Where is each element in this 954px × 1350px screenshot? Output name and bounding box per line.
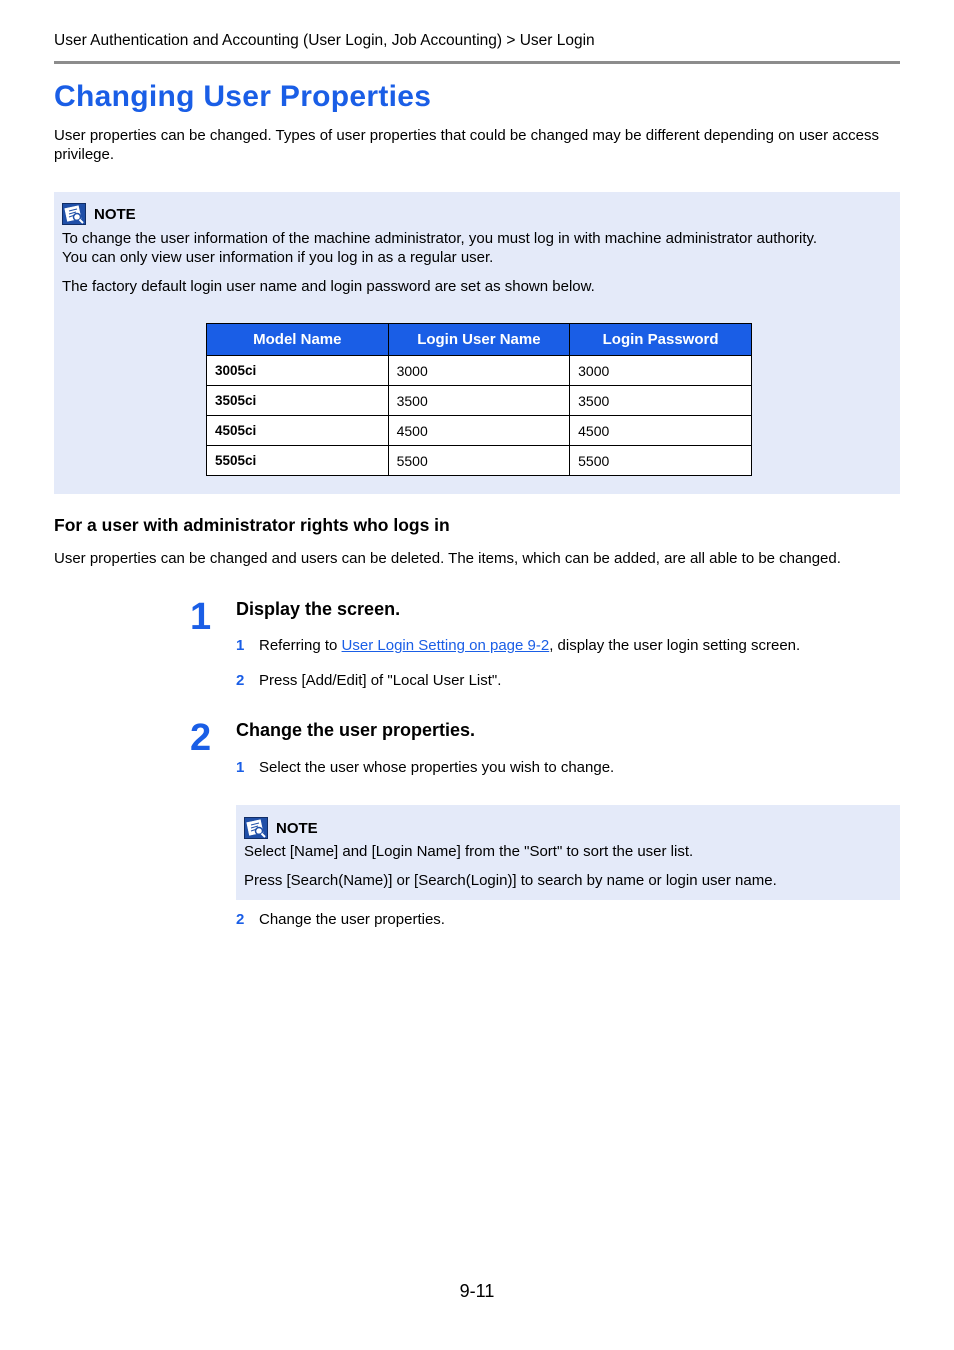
substep <box>236 911 445 928</box>
note-header <box>244 817 318 839</box>
note-text <box>244 842 894 890</box>
password-cell: 3500 <box>570 386 752 416</box>
substep-text: Select the user whose properties you wish to change. <box>259 759 615 776</box>
substep-text-suffix: , display the user login setting screen. <box>549 637 801 654</box>
substep <box>236 759 614 776</box>
substep-number: 2 <box>236 672 245 689</box>
substep-text: Change the user properties. <box>259 911 445 928</box>
note-text <box>62 229 892 296</box>
substep <box>236 672 501 689</box>
substep-text <box>259 637 800 654</box>
model-cell: 5505ci <box>207 446 389 476</box>
table-row <box>207 356 752 386</box>
note-icon <box>244 817 268 839</box>
note-line: You can only view user information if you log in as a regular user. <box>62 249 494 266</box>
password-cell: 3000 <box>570 356 752 386</box>
model-cell: 3505ci <box>207 386 389 416</box>
header-divider <box>54 61 900 64</box>
page-number: 9-11 <box>459 1281 495 1301</box>
default-login-table <box>206 323 752 476</box>
step-title: Change the user properties. <box>236 720 476 740</box>
step-number: 2 <box>190 717 212 759</box>
note-header <box>62 203 136 225</box>
user-name-cell: 5500 <box>388 446 570 476</box>
substep-text: Press [Add/Edit] of "Local User List". <box>259 672 502 689</box>
note-label: NOTE <box>276 819 318 837</box>
table-row <box>207 386 752 416</box>
section-heading: For a user with administrator rights who logs in <box>54 515 450 535</box>
substep <box>236 637 800 654</box>
model-cell: 4505ci <box>207 416 389 446</box>
step-title: Display the screen. <box>236 599 401 619</box>
substep-number: 1 <box>236 759 245 776</box>
note-line: Select [Name] and [Login Name] from the "Sort" to sort the user list. <box>244 843 694 860</box>
substep-number: 1 <box>236 637 245 654</box>
substep-text-prefix: Referring to <box>259 637 342 654</box>
intro-paragraph: User properties can be changed. Types of user properties that could be changed may be different depending on user access privilege. <box>54 127 879 163</box>
user-name-cell: 4500 <box>388 416 570 446</box>
note-line: Press [Search(Name)] or [Search(Login)] to search by name or login user name. <box>244 872 777 889</box>
password-cell: 5500 <box>570 446 752 476</box>
user-name-cell: 3500 <box>388 386 570 416</box>
page-title: Changing User Properties <box>54 80 432 113</box>
note-line: The factory default login user name and login password are set as shown below. <box>62 278 595 295</box>
column-header: Model Name <box>207 324 389 356</box>
column-header: Login Password <box>570 324 752 356</box>
breadcrumb: User Authentication and Accounting (User Login, Job Accounting) > User Login <box>54 32 595 49</box>
password-cell: 4500 <box>570 416 752 446</box>
step-number: 1 <box>190 596 212 638</box>
substep-number: 2 <box>236 911 245 928</box>
note-label: NOTE <box>94 205 136 223</box>
cross-reference-link[interactable]: User Login Setting on page 9-2 <box>341 637 550 654</box>
note-icon <box>62 203 86 225</box>
column-header: Login User Name <box>388 324 570 356</box>
user-name-cell: 3000 <box>388 356 570 386</box>
table-row <box>207 446 752 476</box>
table-row <box>207 416 752 446</box>
section-paragraph: User properties can be changed and users can be deleted. The items, which can be added, are all able to be changed. <box>54 550 841 567</box>
note-line: To change the user information of the machine administrator, you must log in with machine administrator authority. <box>62 230 818 247</box>
model-cell: 3005ci <box>207 356 389 386</box>
